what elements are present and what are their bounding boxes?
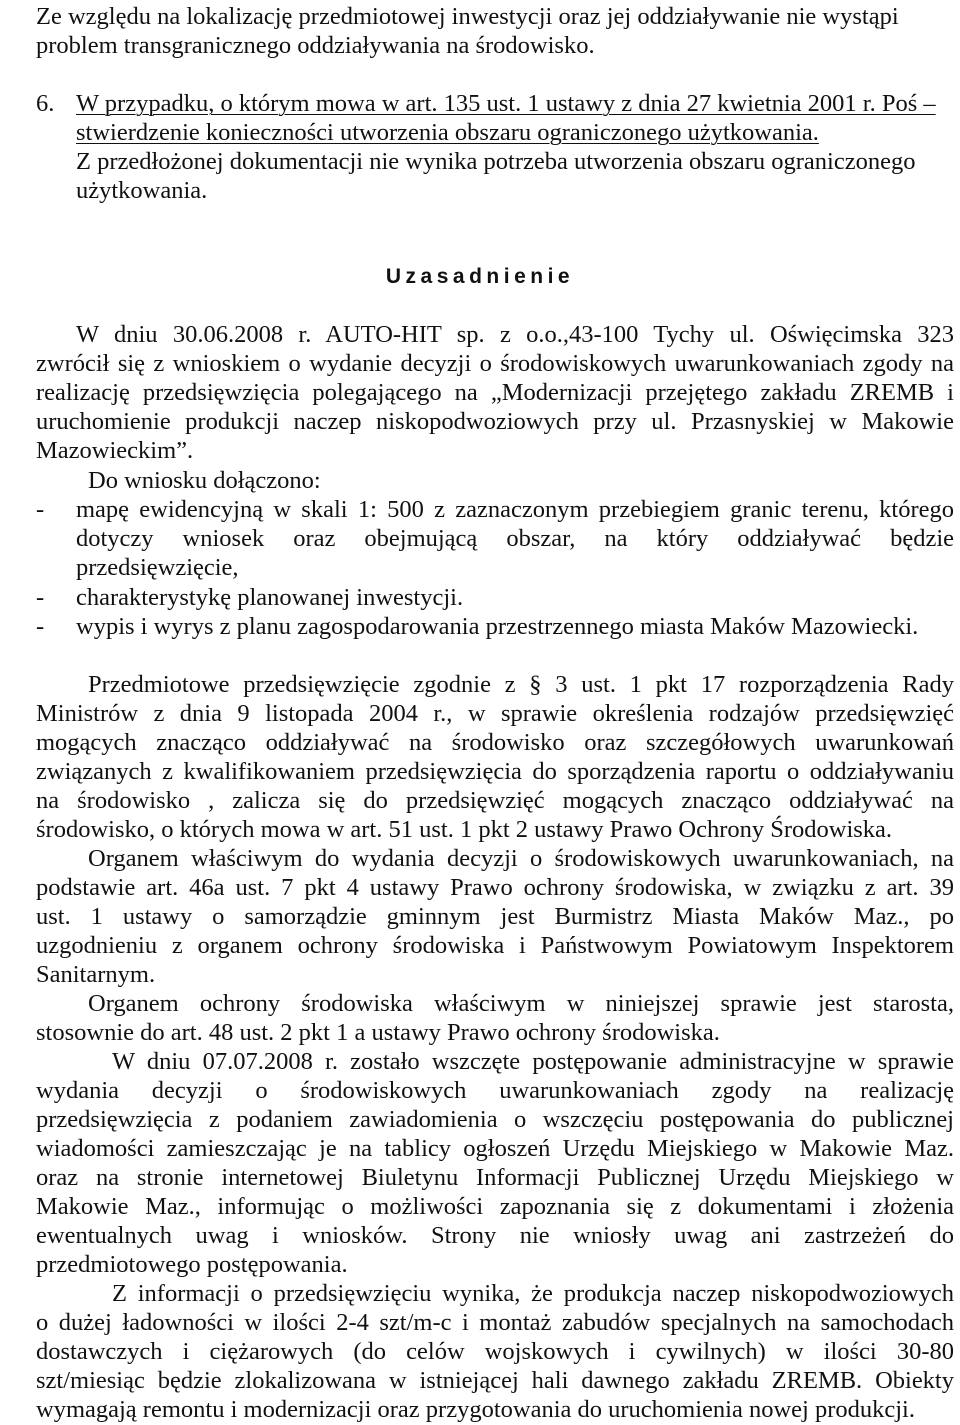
para3-line-3: ust. 1 ustawy o samorządzie gminnym jest Burmistrz Miasta Maków Maz., po: [36, 903, 954, 930]
para5-line-6: Makowie Maz., informując o możliwości zapoznania się z dokumentami i złożenia: [36, 1193, 954, 1220]
para1-line-1: W dniu 30.06.2008 r. AUTO-HIT sp. z o.o.,43-100 Tychy ul. Oświęcimska 323: [76, 321, 954, 348]
para1-line-4: uruchomienie produkcji naczep niskopodwoziowych przy ul. Przasnyskiej w Makowie: [36, 408, 954, 435]
attachment-3: wypis i wyrys z planu zagospodarowania przestrzennego miasta Maków Mazowiecki.: [76, 613, 919, 640]
bullet-dash: -: [36, 496, 45, 523]
para2-line-5: na środowisko , zalicza się do przedsięwzięć mogących znacząco oddziaływać na: [36, 787, 954, 814]
para2-line-3: mogących znacząco oddziaływać na środowisko oraz szczegółowych uwarunkowań: [36, 729, 954, 756]
point-6-text-line-2: użytkowania.: [76, 177, 208, 204]
para5-line-1: W dniu 07.07.2008 r. zostało wszczęte postępowanie administracyjne w sprawie: [112, 1048, 954, 1075]
para5-line-5: oraz na stronie internetowej Biuletynu Informacji Publicznej Urzędu Miejskiego w: [36, 1164, 954, 1191]
para3-line-5: Sanitarnym.: [36, 961, 156, 988]
point-6-title-line-2: stwierdzenie konieczności utworzenia obszaru ograniczonego użytkowania.: [76, 119, 819, 146]
attachments-intro: Do wniosku dołączono:: [88, 467, 321, 494]
para3-line-4: uzgodnieniu z organem ochrony środowiska i Państwowym Powiatowym Inspektorem: [36, 932, 954, 959]
attachment-1-line-3: przedsięwzięcie,: [76, 554, 239, 581]
para6-line-1: Z informacji o przedsięwzięciu wynika, że produkcja naczep niskopodwoziowych: [112, 1280, 954, 1307]
para1-line-3: realizację przedsięwzięcia polegającego na „Modernizacji przejętego zakładu ZREMB i: [36, 379, 954, 406]
para6-line-2: o dużej ładowności w ilości 2-4 szt/m-c i montaż zabudów specjalnych na samochodach: [36, 1309, 954, 1336]
para2-line-6: środowisko, o których mowa w art. 51 ust. 1 pkt 2 ustawy Prawo Ochrony Środowiska.: [36, 816, 893, 843]
para4-line-2: stosownie do art. 48 ust. 2 pkt 1 a ustawy Prawo ochrony środowiska.: [36, 1019, 720, 1046]
bullet-dash: -: [36, 613, 45, 640]
point-6-text-line-1: Z przedłożonej dokumentacji nie wynika potrzeba utworzenia obszaru ograniczonego: [76, 148, 916, 175]
para6-line-5: wymagają remontu i modernizacji oraz przygotowania do uruchomienia nowej produkcji.: [36, 1396, 915, 1423]
para1-line-2: zwrócił się z wnioskiem o wydanie decyzji o środowiskowych uwarunkowaniach zgody na: [36, 350, 954, 377]
para2-line-2: Ministrów z dnia 9 listopada 2004 r., w sprawie określenia rodzajów przedsięwzięć: [36, 700, 954, 727]
point-6-title-line-1: W przypadku, o którym mowa w art. 135 ust. 1 ustawy z dnia 27 kwietnia 2001 r. Poś –: [76, 90, 936, 117]
point-6-number: 6.: [36, 90, 55, 117]
attachment-1-line-2: dotyczy wniosek oraz obejmującą obszar, na który oddziaływać będzie: [76, 525, 954, 552]
para1-line-5: Mazowieckim”.: [36, 437, 194, 464]
intro-line-2: problem transgranicznego oddziaływania na środowisko.: [36, 32, 595, 59]
para3-line-2: podstawie art. 46a ust. 7 pkt 4 ustawy Prawo ochrony środowiska, w związku z art. 39: [36, 874, 954, 901]
para5-line-7: ewentualnych uwag i wniosków. Strony nie wniosły uwag ani zastrzeżeń do: [36, 1222, 954, 1249]
para4-line-1: Organem ochrony środowiska właściwym w niniejszej sprawie jest starosta,: [88, 990, 954, 1017]
para6-line-3: dostawczych i ciężarowych (do celów wojskowych i cywilnych) w ilości 30-80: [36, 1338, 954, 1365]
para2-line-1: Przedmiotowe przedsięwzięcie zgodnie z § 3 ust. 1 pkt 17 rozporządzenia Rady: [88, 671, 954, 698]
section-heading-uzasadnienie: Uzasadnienie: [385, 265, 575, 288]
para6-line-4: szt/miesiąc będzie zlokalizowana w istniejącej hali dawnego zakładu ZREMB. Obiekty: [36, 1367, 954, 1394]
para5-line-2: wydania decyzji o środowiskowych uwarunkowaniach zgody na realizację: [36, 1077, 954, 1104]
para5-line-8: przedmiotowego postępowania.: [36, 1251, 348, 1278]
para5-line-4: wiadomości zamieszczając je na tablicy ogłoszeń Urzędu Miejskiego w Makowie Maz.: [36, 1135, 954, 1162]
attachment-1-line-1: mapę ewidencyjną w skali 1: 500 z zaznaczonym przebiegiem granic terenu, którego: [76, 496, 954, 523]
bullet-dash: -: [36, 584, 45, 611]
para5-line-3: przedsięwzięcia z podaniem zawiadomienia o wszczęciu postępowania do publicznej: [36, 1106, 954, 1133]
attachment-2: charakterystykę planowanej inwestycji.: [76, 584, 464, 611]
para3-line-1: Organem właściwym do wydania decyzji o środowiskowych uwarunkowaniach, na: [88, 845, 954, 872]
para2-line-4: związanych z kwalifikowaniem przedsięwzięcia do sporządzenia raportu o oddziaływaniu: [36, 758, 954, 785]
intro-line-1: Ze względu na lokalizację przedmiotowej inwestycji oraz jej oddziaływanie nie wystąpi: [36, 3, 899, 30]
